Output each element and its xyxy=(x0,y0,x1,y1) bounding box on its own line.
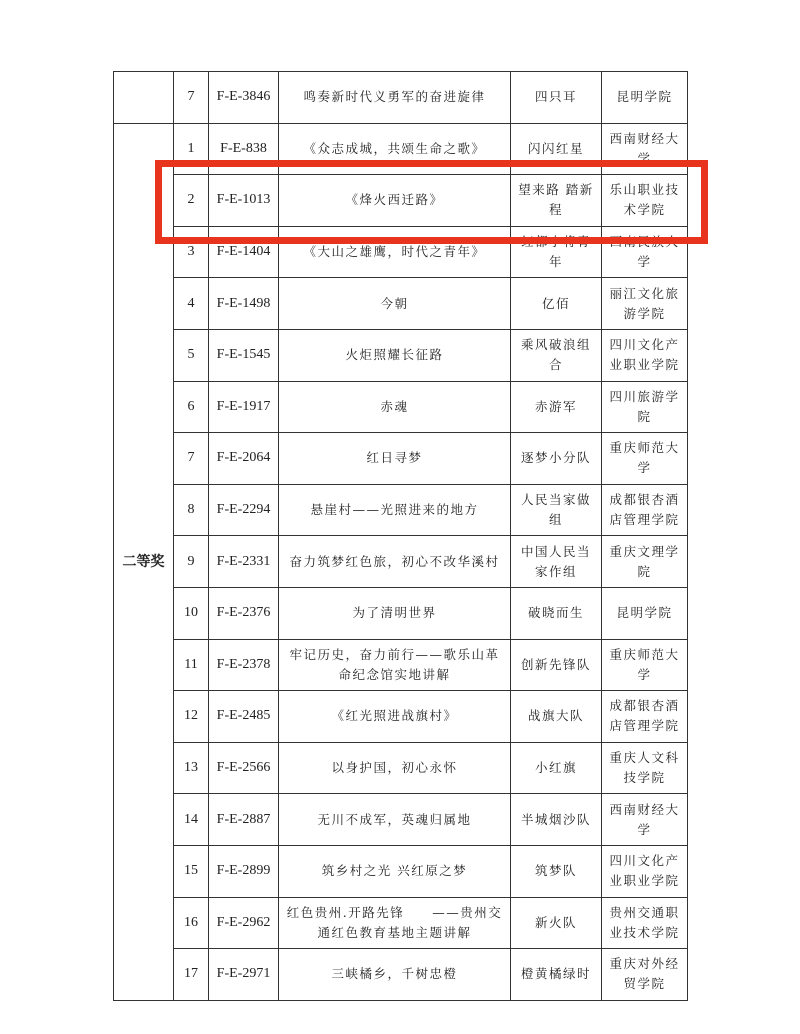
school-name: 西南财经大学 xyxy=(602,123,688,175)
team-name: 人民当家做组 xyxy=(511,484,602,536)
award-level: 二等奖 xyxy=(114,123,174,1000)
team-name: 橙黄橘绿时 xyxy=(511,949,602,1001)
row-number: 3 xyxy=(174,226,209,278)
school-name: 重庆人文科技学院 xyxy=(602,742,688,794)
table-row xyxy=(114,381,688,433)
highlight-box xyxy=(155,160,708,244)
team-name: 中国人民当家作组 xyxy=(511,536,602,588)
entry-code: F-E-2378 xyxy=(209,639,279,691)
entry-title: 红色贵州.开路先锋 ——贵州交通红色教育基地主题讲解 xyxy=(279,897,511,949)
team-name: 逐梦小分队 xyxy=(511,433,602,485)
school-name: 四川旅游学院 xyxy=(602,381,688,433)
entry-code: F-E-2376 xyxy=(209,587,279,639)
team-name: 小红旗 xyxy=(511,742,602,794)
entry-code: F-E-2331 xyxy=(209,536,279,588)
team-name: 乘风破浪组合 xyxy=(511,329,602,381)
entry-code: F-E-1545 xyxy=(209,329,279,381)
row-number: 5 xyxy=(174,329,209,381)
row-number: 15 xyxy=(174,845,209,897)
entry-title: 今朝 xyxy=(279,278,511,330)
row-number: 2 xyxy=(174,175,209,227)
team-name: 破晓而生 xyxy=(511,587,602,639)
entry-code: F-E-1013 xyxy=(209,175,279,227)
entry-title: 火炬照耀长征路 xyxy=(279,329,511,381)
team-name: 四只耳 xyxy=(511,72,602,124)
table-row xyxy=(114,278,688,330)
row-number: 16 xyxy=(174,897,209,949)
school-name: 成都银杏酒店管理学院 xyxy=(602,484,688,536)
team-name: 战旗大队 xyxy=(511,691,602,743)
entry-code: F-E-838 xyxy=(209,123,279,175)
entry-title: 筑乡村之光 兴红原之梦 xyxy=(279,845,511,897)
entry-code: F-E-2294 xyxy=(209,484,279,536)
row-number: 12 xyxy=(174,691,209,743)
row-number: 10 xyxy=(174,587,209,639)
team-name: 亿佰 xyxy=(511,278,602,330)
school-name: 昆明学院 xyxy=(602,587,688,639)
entry-code: F-E-2887 xyxy=(209,794,279,846)
table-row xyxy=(114,587,688,639)
team-name: 闪闪红星 xyxy=(511,123,602,175)
entry-title: 无川不成军，英魂归属地 xyxy=(279,794,511,846)
row-number: 17 xyxy=(174,949,209,1001)
school-name: 成都银杏酒店管理学院 xyxy=(602,691,688,743)
team-name: 新火队 xyxy=(511,897,602,949)
table-row xyxy=(114,794,688,846)
entry-title: 赤魂 xyxy=(279,381,511,433)
table-row xyxy=(114,484,688,536)
entry-title: 悬崖村——光照进来的地方 xyxy=(279,484,511,536)
table-row xyxy=(114,742,688,794)
entry-code: F-E-1917 xyxy=(209,381,279,433)
row-number: 7 xyxy=(174,433,209,485)
school-name: 昆明学院 xyxy=(602,72,688,124)
entry-title: 《红光照进战旗村》 xyxy=(279,691,511,743)
entry-code: F-E-2485 xyxy=(209,691,279,743)
table-row xyxy=(114,691,688,743)
school-name: 丽江文化旅游学院 xyxy=(602,278,688,330)
entry-code: F-E-1404 xyxy=(209,226,279,278)
entry-title: 《烽火西迁路》 xyxy=(279,175,511,227)
school-name: 重庆对外经贸学院 xyxy=(602,949,688,1001)
entry-title: 三峡橘乡，千树忠橙 xyxy=(279,949,511,1001)
table-row xyxy=(114,536,688,588)
entry-title: 奋力筑梦红色旅，初心不改华溪村 xyxy=(279,536,511,588)
entry-code: F-E-2971 xyxy=(209,949,279,1001)
row-number: 4 xyxy=(174,278,209,330)
entry-title: 以身护国，初心永怀 xyxy=(279,742,511,794)
entry-code: F-E-2064 xyxy=(209,433,279,485)
entry-code: F-E-3846 xyxy=(209,72,279,124)
team-name: 赤游军 xyxy=(511,381,602,433)
table-row xyxy=(114,72,688,124)
row-number: 11 xyxy=(174,639,209,691)
school-name: 西南财经大学 xyxy=(602,794,688,846)
school-name: 四川文化产业职业学院 xyxy=(602,845,688,897)
table-row xyxy=(114,949,688,1001)
entry-code: F-E-2962 xyxy=(209,897,279,949)
table-row xyxy=(114,433,688,485)
table-row xyxy=(114,639,688,691)
row-number: 7 xyxy=(174,72,209,124)
award-cell-empty xyxy=(114,72,174,124)
row-number: 13 xyxy=(174,742,209,794)
entry-code: F-E-2899 xyxy=(209,845,279,897)
row-number: 9 xyxy=(174,536,209,588)
table-row xyxy=(114,845,688,897)
team-name: 筑梦队 xyxy=(511,845,602,897)
entry-title: 鸣奏新时代义勇军的奋进旋律 xyxy=(279,72,511,124)
entry-title: 红日寻梦 xyxy=(279,433,511,485)
table-row xyxy=(114,329,688,381)
row-number: 6 xyxy=(174,381,209,433)
team-name: 望来路 踏新程 xyxy=(511,175,602,227)
school-name: 乐山职业技术学院 xyxy=(602,175,688,227)
school-name: 四川文化产业职业学院 xyxy=(602,329,688,381)
entry-title: 《众志成城，共颂生命之歌》 xyxy=(279,123,511,175)
school-name: 重庆文理学院 xyxy=(602,536,688,588)
entry-title: 牢记历史，奋力前行——歌乐山革命纪念馆实地讲解 xyxy=(279,639,511,691)
team-name: 创新先锋队 xyxy=(511,639,602,691)
team-name: 红都小将青年 xyxy=(511,226,602,278)
entry-code: F-E-2566 xyxy=(209,742,279,794)
entry-title: 为了清明世界 xyxy=(279,587,511,639)
team-name: 半城烟沙队 xyxy=(511,794,602,846)
school-name: 贵州交通职业技术学院 xyxy=(602,897,688,949)
school-name: 西南民族大学 xyxy=(602,226,688,278)
school-name: 重庆师范大学 xyxy=(602,639,688,691)
school-name: 重庆师范大学 xyxy=(602,433,688,485)
table-row xyxy=(114,897,688,949)
row-number: 1 xyxy=(174,123,209,175)
entry-title: 《大山之雄鹰，时代之青年》 xyxy=(279,226,511,278)
row-number: 8 xyxy=(174,484,209,536)
entry-code: F-E-1498 xyxy=(209,278,279,330)
row-number: 14 xyxy=(174,794,209,846)
